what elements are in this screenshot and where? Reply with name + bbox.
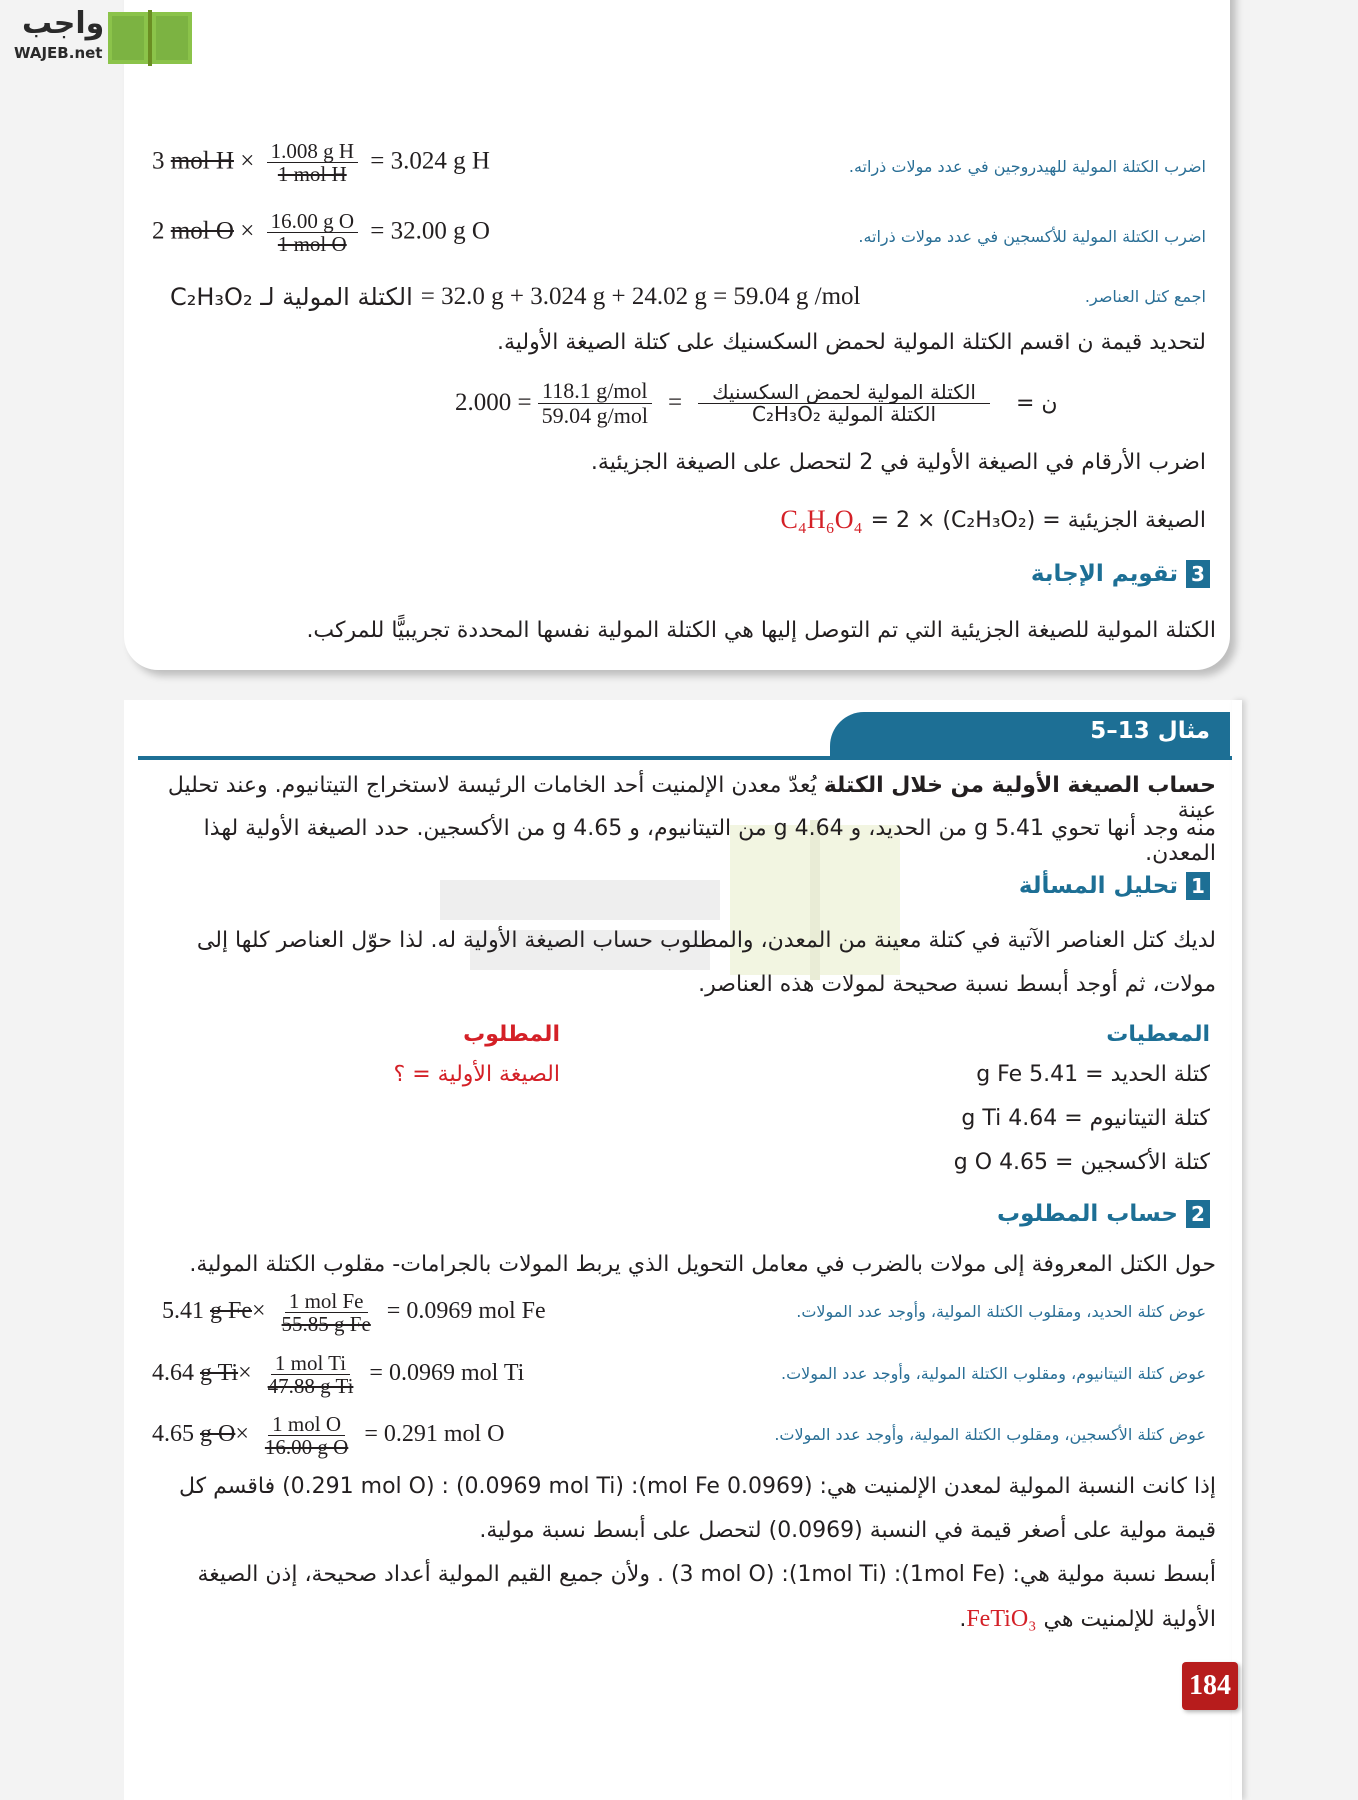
example-intro-2: منه وجد أنها تحوي 5.41 g من الحديد، و 4.64 g من التيتانيوم، و 4.65 g من الأكسجين. حدد الصيغة الأولية لهذا المعدن. [203,816,1216,866]
step2-equation: 2 mol O × $\frac{\text{16.00 g O}}{\text{1 mol O}}$ = 32.00 g O [152,209,490,257]
page-edge [1232,700,1242,1800]
conv-fe-note: عوض كتلة الحديد، ومقلوب الكتلة المولية، وأوجد عدد المولات. [796,1302,1206,1321]
n-label: ن = [1015,390,1058,416]
step2-result: = 32.00 g O [370,217,490,245]
conv-fe-equation: 5.41 g Fe× $\frac{\text{1 mol Fe}}{\text{55.85 g Fe}}$ = 0.0969 mol Fe [162,1289,546,1337]
molecular-formula [760,505,1206,535]
step2-unit: mol O [170,217,234,245]
logo-arabic: واجب [22,6,105,41]
conv-o-equation: 4.65 g O× $\frac{\text{1 mol O}}{\text{16.00 g O}}$ = 0.291 mol O [152,1412,505,1460]
analysis-text-1: لديك كتل العناصر الآتية في كتلة معينة من المعدن، والمطلوب حساب الصيغة الأولية له. لذا حوّل العناصر كلها إلى [196,928,1216,953]
given-ti: كتلة التيتانيوم = 4.64 g Ti [961,1106,1210,1131]
ratio-line-1: إذا كانت النسبة المولية لمعدن الإلمنيت هي: (0.0969 mol Fe): (0.0969 mol Ti) : (0.291 mol O) فاقسم كل [178,1474,1216,1499]
step3-equation [170,283,950,311]
given-fe: كتلة الحديد = 5.41 g Fe [976,1062,1210,1087]
compute-number: 2 [1186,1200,1210,1228]
analysis-text-2: مولات، ثم أوجد أبسط نسبة صحيحة لمولات هذه العناصر. [698,972,1216,997]
step1-note: اضرب الكتلة المولية للهيدروجين في عدد مولات ذراته. [848,157,1206,176]
step1-equation: 3 mol H × $\frac{\text{1.008 g H}}{\text{1 mol H}}$ = 3.024 g H [152,139,490,187]
line-mult: اضرب الأرقام في الصيغة الأولية في 2 لتحصل على الصيغة الجزيئية. [590,450,1206,475]
ratio-fraction-values: $\frac{\text{118.1 g/mol}}{\text{59.04 g/mol}}$ [538,379,652,426]
logo-latin: WAJEB.net [14,44,103,62]
ratio-line-2: قيمة مولية على أصغر قيمة في النسبة (0.0969) لتحصل على أبسط نسبة مولية. [479,1518,1216,1543]
analysis-heading [900,872,1210,900]
ratio-equation: 2.000 = $\frac{\text{118.1 g/mol}}{\text{59.04 g/mol}}$ = $\frac{\text{الكتلة المولية لحمض السكسنيك}}{\text{الكتلة المولية C₂H₃O₂}}$ ن = [455,378,1058,428]
eval-heading [900,560,1210,588]
step1-result: = 3.024 g H [370,147,490,175]
given-o: كتلة الأكسجين = 4.65 g O [953,1150,1210,1175]
analysis-title: تحليل المسألة [1018,873,1178,899]
conv-o-note: عوض كتلة الأكسجين، ومقلوب الكتلة المولية، وأوجد عدد المولات. [774,1425,1206,1444]
step1-coef: 3 [152,147,165,175]
step3-sum: = 32.0 g + 3.024 g + 24.02 g = 59.04 g /mol [420,283,861,310]
eval-text: الكتلة المولية للصيغة الجزيئية التي تم التوصل إليها هي الكتلة المولية نفسها المحددة تجريبيًّا للمركب. [306,618,1216,643]
ratio-line-4: الأولية للإلمنيت هي FeTiO₃. [959,1606,1216,1632]
eval-title: تقويم الإجابة [1030,561,1178,587]
ratio-line-3: أبسط نسبة مولية هي: (1mol Fe): (1mol Ti): (3 mol O) . ولأن جميع القيم المولية أعداد صحيحة، إذن الصيغة [197,1562,1216,1587]
step2-coef: 2 [152,217,165,245]
analysis-number: 1 [1186,872,1210,900]
book-icon [108,8,194,68]
example-title: مثال 13–5 [1090,718,1210,744]
compute-heading [900,1200,1210,1228]
conv-ti-equation: 4.64 g Ti× $\frac{\text{1 mol Ti}}{\text{47.88 g Ti}}$ = 0.0969 mol Ti [152,1351,525,1399]
step2-note: اضرب الكتلة المولية للأكسجين في عدد مولات ذراته. [858,227,1206,246]
page-number: 184 [1182,1662,1238,1710]
example-heading: حساب الصيغة الأولية من خلال الكتلة [823,773,1216,798]
step1-fraction: $\frac{\text{1.008 g H}}{\text{1 mol H}}$ [267,140,358,185]
final-formula: FeTiO₃ [966,1606,1037,1632]
unknown-item: الصيغة الأولية = ؟ [393,1062,560,1087]
step2-fraction: $\frac{\text{16.00 g O}}{\text{1 mol O}}$ [267,210,358,255]
given-title: المعطيات [1106,1022,1210,1047]
ratio-fraction-words: $\frac{\text{الكتلة المولية لحمض السكسنيك}}{\text{الكتلة المولية C₂H₃O₂}}$ [698,382,990,425]
line-n: لتحديد قيمة ن اقسم الكتلة المولية لحمض السكسنيك على كتلة الصيغة الأولية. [496,330,1206,355]
conv-ti-note: عوض كتلة التيتانيوم، ومقلوب الكتلة المولية، وأوجد عدد المولات. [781,1364,1206,1383]
unknown-title: المطلوب [463,1022,560,1047]
ratio-result: 2.000 = [455,389,532,416]
compute-text: حول الكتل المعروفة إلى مولات بالضرب في معامل التحويل الذي يربط المولات بالجرامات- مقلوب الكتلة المولية. [189,1252,1216,1277]
final-label: الأولية للإلمنيت هي [1043,1607,1216,1632]
eval-number: 3 [1186,560,1210,588]
molecular-label: الصيغة الجزيئية = (C₂H₃O₂) × 2 = [870,507,1206,533]
step3-label: الكتلة المولية لـ C₂H₃O₂ [170,283,413,311]
site-logo[interactable] [8,6,188,66]
compute-title: حساب المطلوب [996,1201,1178,1227]
step1-unit: mol H [170,147,234,175]
banner-rule [138,756,1232,760]
intro-line-1: يُعدّ معدن الإلمنيت أحد الخامات الرئيسة لاستخراج التيتانيوم. وعند تحليل عينة [167,773,1216,823]
molecular-result: C₄H₆O₄ [780,505,863,534]
step3-note: اجمع كتل العناصر. [1084,287,1206,306]
